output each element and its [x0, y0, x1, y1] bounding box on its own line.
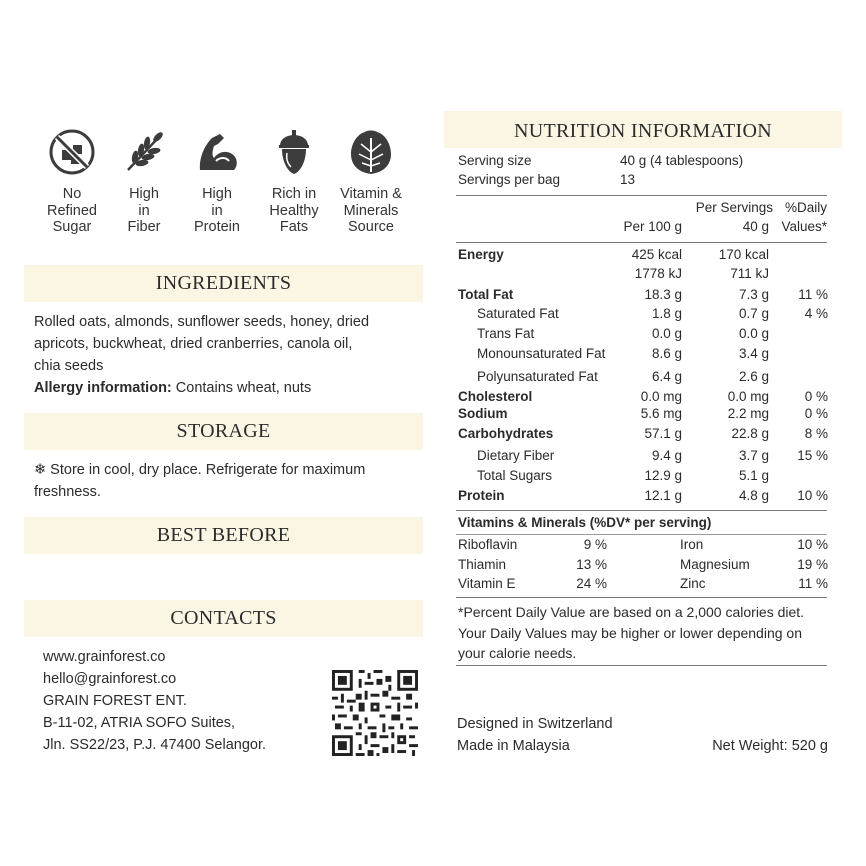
- row-protein-label: Protein: [458, 488, 505, 503]
- row-sodium-label: Sodium: [458, 406, 508, 421]
- no-sugar-icon: [48, 128, 96, 176]
- col-per-servings-header: Per Servings: [695, 200, 773, 215]
- divider-header-bottom: [456, 242, 827, 243]
- nutrition-band: [444, 111, 842, 148]
- col-per100-header: Per 100 g: [623, 219, 682, 234]
- row-energy-kj: 1778 kJ: [634, 266, 682, 281]
- col-values-header: Values*: [781, 219, 827, 234]
- feature-label-no-sugar: No Refined Sugar: [47, 186, 97, 235]
- net-weight: Net Weight: 520 g: [712, 738, 828, 754]
- row-poly-fat-label: Polyunsaturated Fat: [477, 369, 598, 384]
- serving-size-label: Serving size: [458, 153, 532, 168]
- email-link[interactable]: hello@grainforest.co: [43, 671, 177, 687]
- divider-rows-bottom: [456, 510, 827, 511]
- feature-fiber: [112, 128, 176, 176]
- col-daily-header: %Daily: [784, 200, 827, 215]
- best-before-heading: BEST BEFORE: [156, 524, 291, 546]
- row-total-sugars-label: Total Sugars: [477, 468, 553, 483]
- snowflake-icon: ❄: [34, 462, 47, 478]
- divider-header-top: [456, 195, 827, 196]
- feature-label-fats: Rich in Healthy Fats: [269, 186, 319, 235]
- feature-label-protein: High in Protein: [194, 186, 240, 235]
- ingredients-heading: INGREDIENTS: [155, 272, 292, 294]
- servings-per-bag-value: 13: [620, 172, 636, 187]
- feature-vitamins: [339, 128, 403, 176]
- storage-band: [24, 413, 423, 450]
- allergy-info: Allergy information: Contains wheat, nuts: [34, 380, 312, 396]
- feature-fats: [262, 128, 326, 176]
- footnote: *Percent Daily Value are based on a 2,000 calories diet. Your Daily Values may be higher or lower depending on your calorie needs.: [458, 604, 805, 661]
- website-link[interactable]: www.grainforest.co: [43, 649, 166, 665]
- contacts-text: www.grainforest.co hello@grainforest.co GRAIN FOREST ENT. B-11-02, ATRIA SOFO Suites, Jln. SS22/23, P.J. 47400 Selangor.: [43, 646, 323, 756]
- contacts-heading: CONTACTS: [170, 607, 277, 629]
- storage-text: ❄ Store in cool, dry place. Refrigerate for maximum freshness.: [34, 462, 366, 500]
- designed-in: Designed in Switzerland: [457, 716, 613, 732]
- feature-label-vitamins: Vitamin & Minerals Source: [340, 186, 402, 235]
- muscle-icon: [194, 128, 242, 176]
- ingredients-text: Rolled oats, almonds, sunflower seeds, honey, dried apricots, buckwheat, dried cranberries, canola oil, chia seeds Allergy information: Contains wheat, nuts: [34, 311, 419, 399]
- feature-protein: [186, 128, 250, 176]
- col-per-servings-unit: 40 g: [742, 219, 769, 234]
- divider-footnote-bottom: [456, 665, 827, 666]
- servings-per-bag-label: Servings per bag: [458, 172, 561, 187]
- qr-code[interactable]: [332, 670, 418, 756]
- row-total-fat-label: Total Fat: [458, 287, 514, 302]
- serving-size-value: 40 g (4 tablespoons): [620, 153, 744, 168]
- row-energy-label: Energy: [458, 247, 504, 262]
- storage-heading: STORAGE: [176, 420, 271, 442]
- divider-vitamins-bottom: [456, 597, 827, 598]
- row-trans-fat-label: Trans Fat: [477, 326, 535, 341]
- acorn-icon: [270, 128, 318, 176]
- ingredients-band: [24, 265, 423, 302]
- row-dietary-fiber-label: Dietary Fiber: [477, 448, 555, 463]
- row-cholesterol-label: Cholesterol: [458, 389, 533, 404]
- contacts-band: [24, 600, 423, 637]
- feature-label-fiber: High in Fiber: [127, 186, 161, 235]
- vitamins-heading: Vitamins & Minerals (%DV* per serving): [458, 515, 712, 530]
- leafy-green-icon: [347, 128, 395, 176]
- row-mono-fat-label: Monounsaturated Fat: [477, 346, 606, 361]
- divider-vitamins: [456, 534, 827, 535]
- best-before-band: [24, 517, 423, 554]
- made-in: Made in Malaysia: [457, 738, 570, 754]
- nutrition-heading: NUTRITION INFORMATION: [514, 120, 772, 142]
- row-saturated-fat-label: Saturated Fat: [477, 306, 559, 321]
- wheat-icon: [120, 128, 168, 176]
- feature-no-sugar: [40, 128, 104, 176]
- row-carbohydrates-label: Carbohydrates: [458, 426, 554, 441]
